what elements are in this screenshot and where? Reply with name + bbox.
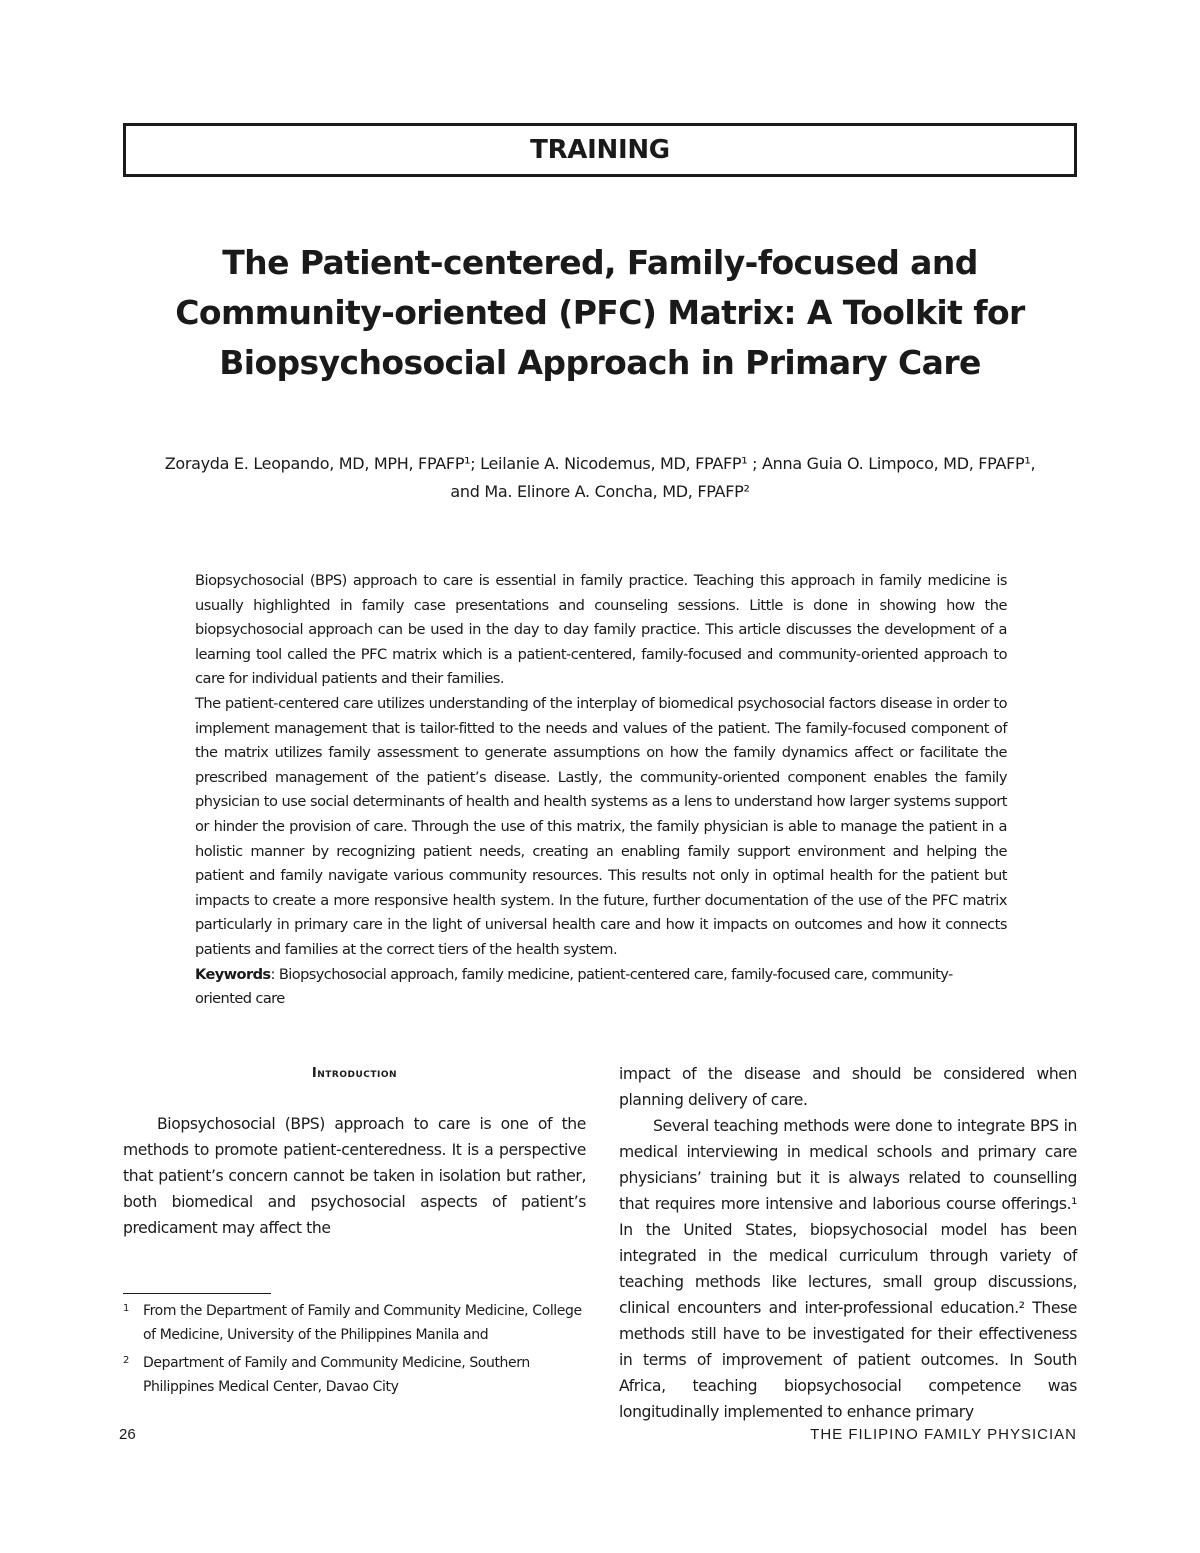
abstract-paragraph: Biopsychosocial (BPS) approach to care is essential in family practice. Teaching this approach in family medicine is usually highlighted in family case presentations and counseling sessions. Little is done in showing how the biopsychosocial approach can be used in the day to day family practice. This article discusses the development of a learning tool called the PFC matrix which is a patient-centered, family-focused and community-oriented approach to care for individual patients and their families. [195,572,1007,688]
footnote [123,1299,586,1347]
section-header-box [123,123,1077,177]
section-label: TRAINING [530,135,670,165]
body-column-right [619,1061,1077,1425]
body-paragraph: Several teaching methods were done to integrate BPS in medical interviewing in medical schools and primary care physicians’ training but it is always related to counselling that requires more intensive and laborious course offerings.¹ In the United States, biopsychosocial model has been integrated in the medical curriculum through variety of teaching methods like lectures, small group discussions, clinical encounters and inter-professional education.² These methods still have to be investigated for their effectiveness in terms of improvement of patient outcomes. In South Africa, teaching biopsychosocial competence was longitudinally implemented to enhance primary [619,1117,1077,1421]
article-title: The Patient-centered, Family-focused and Community-oriented (PFC) Matrix: A Toolkit for Biopsychosocial Approach in Primary Care [175,243,1025,382]
journal-name: THE FILIPINO FAMILY PHYSICIAN [810,1426,1077,1443]
author-line-1: Zorayda E. Leopando, MD, MPH, FPAFP¹; Leilanie A. Nicodemus, MD, FPAFP¹ ; Anna Guia O. Limpoco, MD, FPAFP¹, [164,454,1036,473]
footnotes [123,1299,586,1403]
abstract [195,569,1007,963]
keywords-text: : Biopsychosocial approach, family medicine, patient-centered care, family-focused care, community-oriented care [195,966,953,1007]
footnote [123,1351,586,1399]
abstract-paragraph: The patient-centered care utilizes understanding of the interplay of biomedical psychosocial factors disease in order to implement management that is tailor-fitted to the needs and values of the patient. The family-focused component of the matrix utilizes family assessment to generate assumptions on how the family dynamics affect or facilitate the prescribed management of the patient’s disease. Lastly, the community-oriented component enables the family physician to use social determinants of health and health systems as a lens to understand how larger systems support or hinder the provision of care. Through the use of this matrix, the family physician is able to manage the patient in a holistic manner by recognizing patient needs, creating an enabling family support environment and helping the patient and family navigate various community resources. This results not only in optimal health for the patient but impacts to create a more responsive health system. In the future, further documentation of the use of the PFC matrix particularly in primary care in the light of universal health care and how it impacts on outcomes and how it connects patients and families at the correct tiers of the health system. [195,694,1007,958]
page-number: 26 [119,1426,136,1443]
body-column-left [123,1061,586,1241]
body-paragraph: impact of the disease and should be considered when planning delivery of care. [619,1065,1077,1109]
keywords [195,963,1007,1011]
footnote-number: 1 [123,1303,129,1314]
footnote-number: 2 [123,1355,129,1366]
keywords-label: Keywords [195,966,271,983]
footnote-text: Department of Family and Community Medicine, Southern Philippines Medical Center, Davao City [143,1355,530,1395]
footnote-text: From the Department of Family and Community Medicine, College of Medicine, University of the Philippines Manila and [143,1303,582,1343]
author-line-2: and Ma. Elinore A. Concha, MD, FPAFP² [450,482,750,501]
author-list [130,450,1070,506]
body-paragraph: Biopsychosocial (BPS) approach to care is one of the methods to promote patient-centeredness. It is a perspective that patient’s concern cannot be taken in isolation but rather, both biomedical and psychosocial aspects of patient’s predicament may affect the [123,1115,586,1237]
section-heading-introduction: Introduction [311,1066,398,1081]
footnote-divider [123,1293,271,1294]
